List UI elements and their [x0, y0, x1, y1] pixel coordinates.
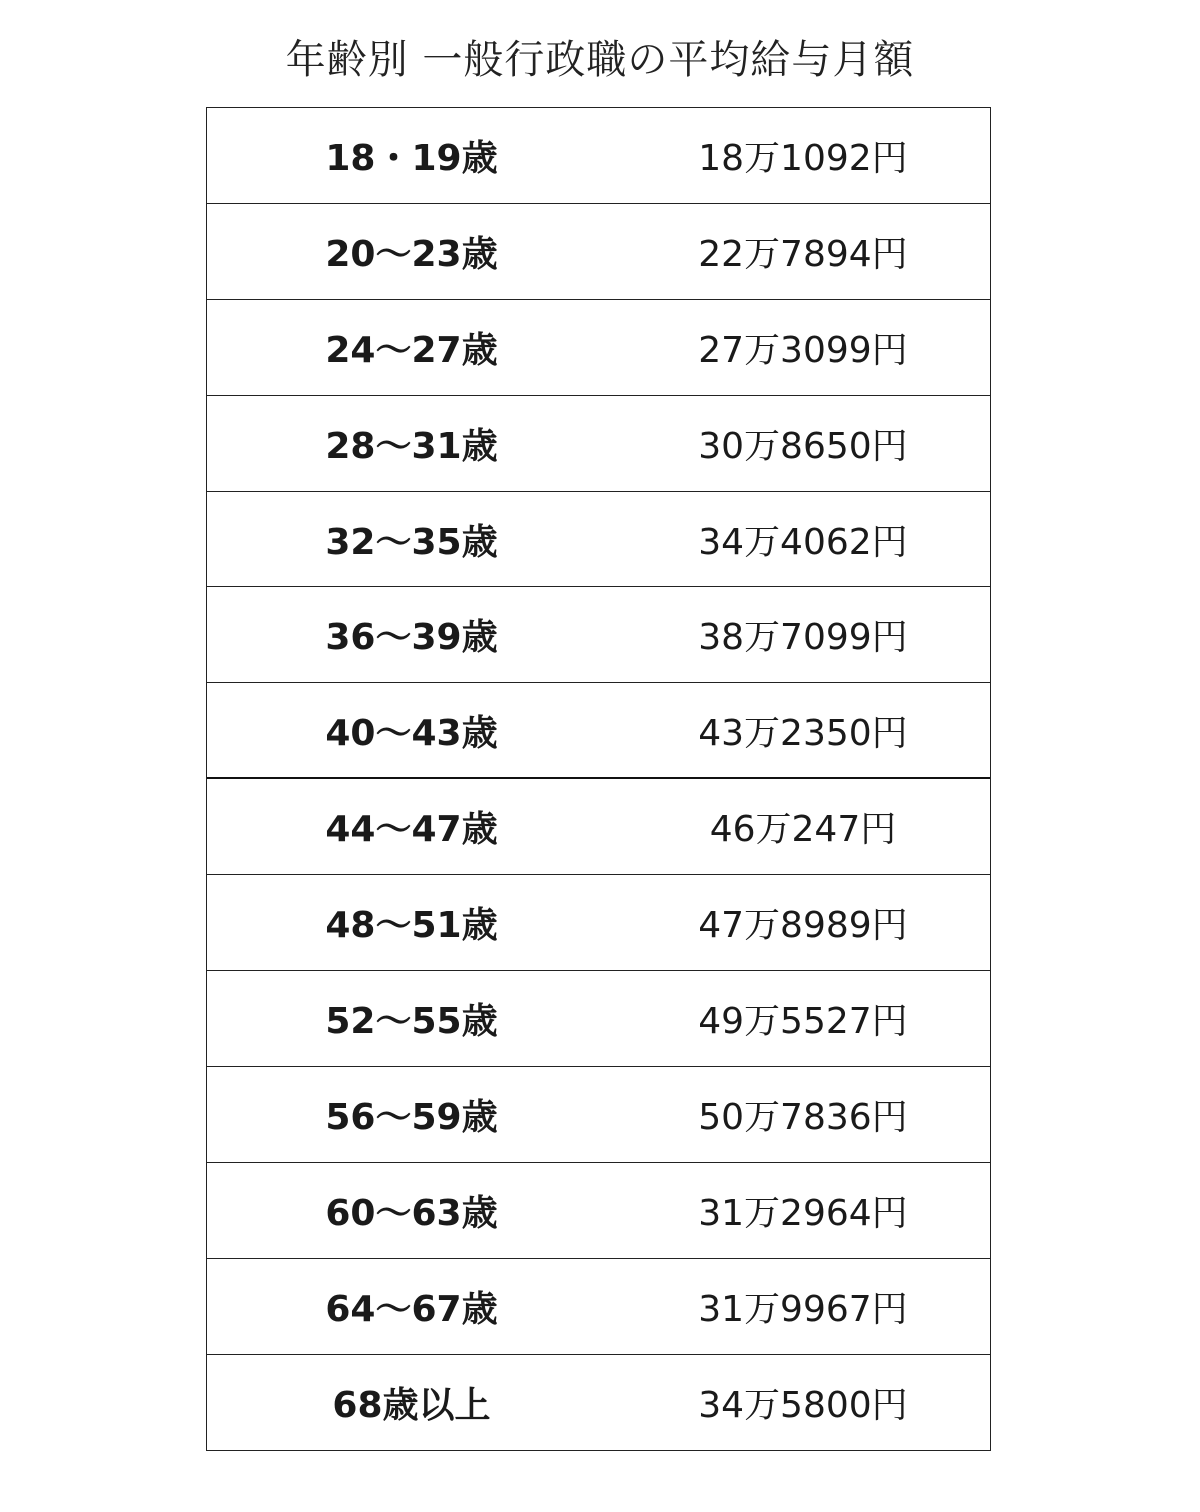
salary-cell: 47万8989円 — [698, 905, 908, 947]
age-cell: 20～23歳 — [325, 233, 498, 275]
age-cell: 68歳以上 — [332, 1385, 491, 1427]
table-row — [207, 971, 990, 1067]
salary-cell: 31万2964円 — [698, 1192, 908, 1234]
salary-cell: 34万4062円 — [698, 521, 908, 563]
age-cell: 56～59歳 — [325, 1096, 498, 1138]
salary-cell: 30万8650円 — [698, 425, 908, 467]
salary-cell: 27万3099円 — [698, 329, 908, 371]
table-row — [207, 396, 990, 492]
age-cell: 18・19歳 — [325, 137, 498, 179]
salary-cell: 50万7836円 — [698, 1096, 908, 1138]
salary-cell: 46万247円 — [709, 809, 897, 851]
age-cell: 64～67歳 — [325, 1288, 498, 1330]
table-row — [207, 300, 990, 396]
salary-cell: 31万9967円 — [698, 1288, 908, 1330]
age-cell: 24～27歳 — [325, 329, 498, 371]
table-row — [207, 108, 990, 204]
salary-cell: 34万5800円 — [698, 1385, 908, 1427]
age-cell: 36～39歳 — [325, 617, 498, 659]
age-cell: 40～43歳 — [325, 712, 498, 754]
table-row — [207, 779, 990, 875]
table-row — [207, 587, 990, 683]
salary-cell: 49万5527円 — [698, 1000, 908, 1042]
table-row — [207, 492, 990, 588]
age-cell: 44～47歳 — [325, 809, 498, 851]
table-row — [207, 683, 990, 779]
age-cell: 48～51歳 — [325, 905, 498, 947]
table-row — [207, 204, 990, 300]
table-row — [207, 1067, 990, 1163]
page-title: 年齢別 一般行政職の平均給与月額 — [285, 37, 915, 83]
age-cell: 52～55歳 — [325, 1000, 498, 1042]
salary-cell: 18万1092円 — [698, 137, 908, 179]
table-row — [207, 875, 990, 971]
age-cell: 28～31歳 — [325, 425, 498, 467]
table-row — [207, 1163, 990, 1259]
age-cell: 32～35歳 — [325, 521, 498, 563]
salary-cell: 38万7099円 — [698, 617, 908, 659]
salary-table — [206, 107, 991, 1451]
age-cell: 60～63歳 — [325, 1192, 498, 1234]
salary-cell: 22万7894円 — [698, 233, 908, 275]
table-row — [207, 1355, 990, 1451]
table-row — [207, 1259, 990, 1355]
salary-cell: 43万2350円 — [698, 712, 908, 754]
